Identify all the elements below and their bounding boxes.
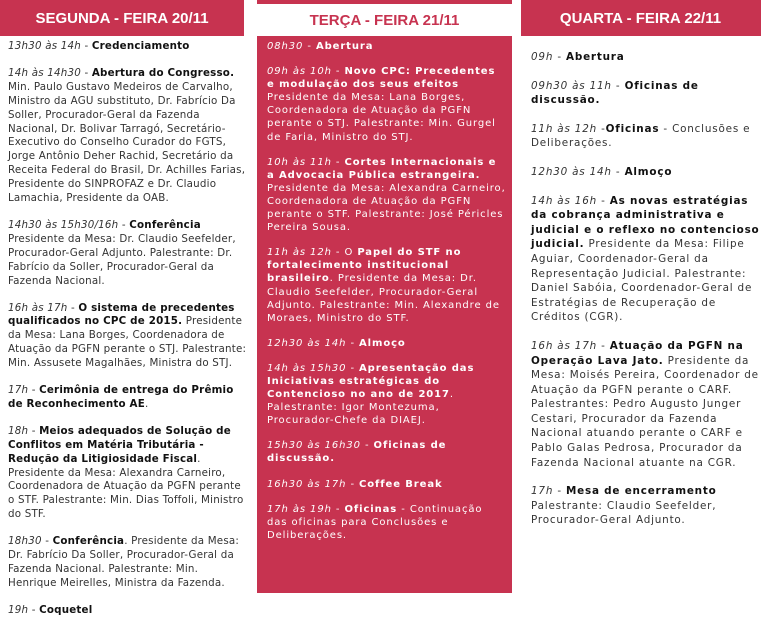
schedule-item — [8, 219, 250, 289]
schedule-separator: - O — [331, 247, 358, 259]
schedule-title: Atuação da PGFN na Operação Lava Jato. — [531, 339, 744, 367]
schedule-title: O sistema de precedentes qualificados no CPC de 2015. — [8, 301, 235, 328]
schedule-separator: - — [41, 535, 53, 548]
schedule-item — [8, 67, 250, 206]
schedule-title: Meios adequados de Solução de Conflitos em Matéria Tributária - Redução da Litigiosidade Fiscal — [8, 424, 231, 465]
schedule-time: 17h às 19h — [267, 503, 332, 515]
schedule-time: 14h às 16h — [531, 194, 598, 207]
schedule-item — [267, 439, 506, 465]
schedule-time: 09h às 10h — [267, 66, 332, 78]
schedule-title: Apresentação das Iniciativas estratégicas do Contencioso no ano de 2017 — [267, 362, 475, 401]
schedule-title: Oficinas — [344, 503, 398, 515]
schedule-item — [267, 65, 506, 144]
schedule-separator: - — [611, 79, 625, 92]
schedule-item — [8, 384, 250, 412]
schedule-item — [531, 79, 762, 108]
schedule-time: 12h30 às 14h — [267, 337, 347, 349]
schedule-title: Almoço — [624, 165, 673, 178]
schedule-description: Presidente da Mesa: Lana Borges, Coordenadora de Atuação da PGFN perante o STJ. Palestrante: Min. Assusete Magalhães, Ministra do STJ. — [8, 315, 247, 370]
schedule-time: 16h às 17h — [531, 339, 598, 352]
schedule-description: Presidente da Mesa: Dr. Claudio Seefelder, Procurador-Geral Adjunto. Palestrante: Dr. Fabrício da Soller, Procurador-Geral da Fazenda Nacional. — [8, 232, 236, 287]
schedule-title: Credenciamento — [91, 40, 190, 52]
schedule-title: Papel do STF no fortalecimento institucional brasileiro — [267, 247, 462, 285]
schedule-time: 15h30 às 16h30 — [267, 440, 361, 452]
schedule-title: Abertura — [565, 51, 625, 63]
schedule-separator: - — [28, 384, 40, 397]
schedule-list-monday — [0, 36, 256, 618]
schedule-item — [8, 40, 250, 54]
column-wednesday — [513, 0, 768, 593]
schedule-description: Palestrante: Claudio Seefelder, Procurador-Geral Adjunto. — [531, 499, 717, 527]
schedule-separator: - — [28, 603, 40, 616]
column-tuesday — [257, 0, 512, 593]
schedule-separator: - — [28, 424, 40, 437]
schedule-time: 11h às 12h — [531, 122, 598, 135]
schedule-separator: - — [553, 485, 566, 498]
schedule-title: Oficinas de discussão. — [267, 440, 447, 465]
schedule-time: 16h30 às 17h — [267, 478, 347, 490]
schedule-item — [267, 478, 506, 491]
schedule-time: 14h às 14h30 — [8, 66, 81, 79]
schedule-description: . Presidente da Mesa: Alexandra Carneiro, Coordenadora de Atuação da PGFN perante o STF. Palestrante: Min. Dias Toffoli, Ministro do STF. — [8, 452, 244, 521]
schedule-separator: - — [553, 51, 566, 63]
schedule-title: Coffee Break — [359, 478, 443, 490]
schedule-item — [267, 362, 506, 427]
schedule-time: 12h30 às 14h — [531, 165, 612, 178]
schedule-description: . — [144, 397, 149, 410]
schedule-separator: - — [331, 66, 345, 78]
schedule-item — [8, 604, 250, 618]
schedule-title: As novas estratégias da cobrança administrativa e judicial e o reflexo no contencioso judicial. — [531, 194, 760, 251]
schedule-description: Presidente da Mesa: Filipe Aguiar, Coordenador-Geral da Representação Judicial. Palestrante: Daniel Sabóia, Coordenador-Geral de Estratégias de Recuperação de Créditos (CGR). — [531, 238, 753, 324]
schedule-item — [531, 194, 762, 325]
schedule-separator: - — [346, 337, 360, 349]
schedule-item — [531, 339, 762, 470]
schedule-time: 13h30 às 14h — [8, 40, 81, 52]
column-monday — [0, 0, 256, 616]
schedule-time: 09h — [531, 51, 554, 63]
schedule-separator: - — [346, 362, 360, 374]
schedule-item — [267, 503, 506, 542]
schedule-title: Cerimônia de entrega do Prêmio de Reconhecimento AE — [8, 384, 234, 410]
schedule-title: Cortes Internacionais e a Advocacia Pública estrangeira. — [267, 156, 497, 181]
schedule-item — [267, 40, 506, 53]
schedule-separator: - — [360, 440, 374, 452]
schedule-time: 19h — [8, 603, 29, 616]
schedule-separator: - — [597, 122, 606, 135]
schedule-separator: - — [80, 40, 92, 52]
schedule-title: Conferência — [129, 218, 201, 231]
schedule-item — [531, 122, 762, 151]
schedule-time: 17h — [531, 485, 554, 498]
schedule-separator: - — [303, 41, 316, 52]
schedule-separator: - — [331, 156, 345, 168]
schedule-title: Abertura — [315, 41, 374, 52]
schedule-item — [267, 156, 506, 235]
schedule-description: - Conclusões e Deliberações. — [531, 122, 751, 150]
schedule-time: 09h30 às 11h — [531, 79, 612, 92]
schedule-time: 11h às 12h — [267, 247, 332, 259]
schedule-separator: - — [118, 218, 130, 231]
schedule-description: . Presidente da Mesa: Dr. Claudio Seefelder, Procurador-Geral Adjunto. Palestrante: Min. Alexandre de Moraes, Ministro do STF. — [267, 273, 500, 324]
schedule-time: 18h — [8, 424, 29, 437]
schedule-time: 14h às 15h30 — [267, 362, 347, 374]
schedule-time: 18h30 — [8, 535, 42, 548]
schedule-separator: - — [331, 503, 345, 515]
schedule-title: Conferência — [52, 535, 125, 548]
day-header-monday: SEGUNDA - FEIRA 20/11 — [0, 0, 244, 36]
schedule-list-wednesday — [513, 36, 768, 528]
schedule-title: Coquetel — [39, 603, 93, 616]
schedule-separator: - — [597, 194, 610, 207]
schedule-separator: - — [80, 66, 92, 79]
schedule-separator: - — [597, 339, 610, 352]
schedule-description: Presidente da Mesa: Alexandra Carneiro, Coordenadora de Atuação da PGFN perante o STF. Palestrante: José Péricles Pereira Sousa. — [267, 182, 506, 234]
schedule-time: 17h — [8, 384, 29, 397]
schedule-item — [267, 337, 506, 350]
schedule-description: Presidente da Mesa: Moisés Pereira, Coordenador de Atuação da PGFN perante o CARF. Palestrantes: Pedro Augusto Junger Cestari, Procurador da Fazenda Nacional atuando perante o CARF e Pablo Galas Pedrosa, Procurador da Fazenda Nacional atuante na CGR. — [531, 354, 759, 469]
day-header-tuesday: TERÇA - FEIRA 21/11 — [257, 4, 512, 36]
schedule-title: Oficinas de discussão. — [531, 79, 699, 107]
schedule-title: Oficinas — [605, 122, 660, 135]
schedule-item — [8, 425, 250, 522]
schedule-item — [267, 246, 506, 325]
schedule-list-tuesday — [257, 36, 512, 542]
schedule-time: 08h30 — [267, 41, 304, 52]
schedule-time: 10h às 11h — [267, 156, 332, 168]
schedule-separator: - — [346, 478, 360, 490]
schedule-item — [8, 302, 250, 372]
schedule-item — [8, 535, 250, 591]
schedule-title: Abertura do Congresso. — [91, 66, 235, 79]
schedule-description: . Presidente da Mesa: Dr. Fabrício Da Soller, Procurador-Geral da Fazenda Nacional. Palestrante: Min. Henrique Meirelles, Ministra da Fazenda. — [8, 535, 240, 589]
schedule-item — [531, 50, 762, 65]
schedule-item — [531, 165, 762, 180]
schedule-description: - Continuação das oficinas para Conclusões e Deliberações. — [267, 503, 483, 541]
schedule-description: Min. Paulo Gustavo Medeiros de Carvalho, Ministro da AGU substituto, Dr. Fabrício Da Soller, Procurador-Geral da Fazenda Nacional, Dr. Bolivar Tarragó, Secretário-Executivo do Conselho Curador do FGTS, Jorge Antônio Deher Rachid, Secretário da Receita Federal do Brasil, Dr. Achilles Farias, Presidente do SINPROFAZ e Dr. Claudio Lamachia, Presidente da OAB. — [8, 80, 246, 205]
day-header-wednesday: QUARTA - FEIRA 22/11 — [521, 0, 761, 36]
schedule-time: 14h30 às 15h30/16h — [8, 218, 119, 231]
schedule-title: Almoço — [359, 337, 406, 349]
schedule-title: Novo CPC: Precedentes e modulação dos seus efeitos — [267, 66, 496, 91]
schedule-separator: - — [611, 165, 625, 178]
schedule-title: Mesa de encerramento — [565, 485, 717, 498]
schedule-time: 16h às 17h — [8, 301, 68, 314]
schedule-description: . Palestrante: Igor Montezuma, Procurador-Chefe da DIAEJ. — [267, 389, 454, 427]
schedule-separator: - — [67, 301, 79, 314]
schedule-item — [531, 484, 762, 528]
schedule-description: Presidente da Mesa: Lana Borges, Coordenadora de Atuação da PGFN perante o STJ. Palestrante: Min. Gurgel de Faria, Ministro do STJ. — [267, 92, 496, 143]
